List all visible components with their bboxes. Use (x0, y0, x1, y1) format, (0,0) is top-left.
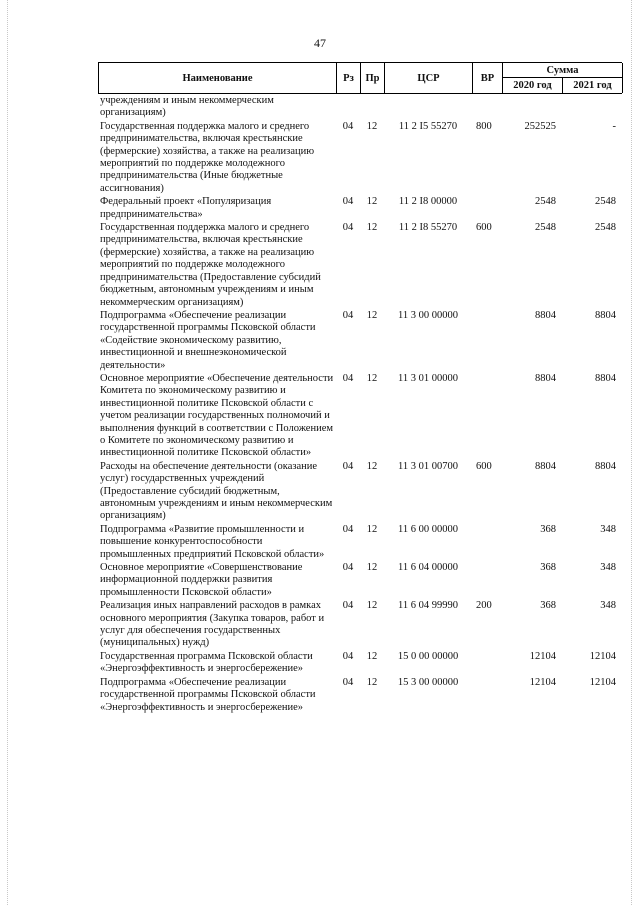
row-csr: 15 3 00 00000 (397, 676, 459, 688)
row-rz: 04 (342, 676, 354, 688)
row-sum-2020: 12104 (529, 650, 556, 662)
table-body (98, 94, 622, 714)
row-pr: 12 (366, 196, 378, 208)
row-vr: 800 (476, 120, 492, 132)
budget-table (98, 62, 622, 714)
row-vr: 600 (476, 460, 492, 472)
table-row (98, 309, 622, 372)
row-name: Подпрограмма «Обеспечение реализации государственной программы Псковской области «Содействие экономическому развитию, инвестиционной и внешнеэкономической деятельности» (100, 309, 316, 371)
row-sum-2020: 8804 (535, 460, 556, 472)
row-csr: 11 6 04 99990 (398, 600, 458, 612)
header-pr: Пр (361, 63, 385, 93)
row-sum-2021: 2548 (595, 222, 616, 234)
row-name: Основное мероприятие «Обеспечение деятельности Комитета по экономическому развитию и инвестиционной политике Псковской области с учетом реализации государственных полномочий и выполнения функций в соответствии с Положением о Комитете по экономическому развитию и инвестиционной политике Псковской области» (100, 372, 334, 459)
row-sum-2020: 8804 (535, 372, 556, 384)
row-name: Государственная поддержка малого и среднего предпринимательства, включая крестьянские (фермерские) хозяйства, а также на реализацию мероприятий по поддержке молодежного предпринимательства (Иные бюджетные ассигнования) (100, 120, 315, 194)
right-scan-edge (631, 0, 632, 905)
row-csr: 11 3 01 00700 (398, 460, 458, 472)
row-sum-2021: 8804 (595, 309, 616, 321)
row-sum-2020: 12104 (529, 676, 556, 688)
header-vr: ВР (473, 63, 503, 93)
row-sum-2020: 2548 (535, 196, 556, 208)
row-pr: 12 (366, 562, 378, 574)
row-sum-2021: 8804 (595, 460, 616, 472)
header-year-2020: 2020 год (503, 78, 563, 93)
row-sum-2021: 348 (600, 523, 616, 535)
header-year-2021: 2021 год (563, 78, 623, 93)
row-vr (472, 95, 502, 120)
row-vr (472, 651, 502, 676)
row-rz: 04 (342, 309, 354, 321)
row-vr: 200 (476, 600, 492, 612)
header-rz: Рз (337, 63, 361, 93)
table-row (98, 676, 622, 714)
row-sum-2020: 8804 (535, 309, 556, 321)
row-rz: 04 (342, 460, 354, 472)
row-vr (472, 373, 502, 460)
row-sum-2020: 252525 (524, 120, 556, 132)
row-name: Подпрограмма «Развитие промышленности и повышение конкурентоспособности промышленных предприятий Псковской области» (100, 523, 325, 560)
row-name: Федеральный проект «Популяризация предпринимательства» (100, 196, 272, 220)
table-row (98, 599, 622, 650)
row-csr: 11 3 00 00000 (398, 309, 458, 321)
left-scan-edge (7, 0, 8, 905)
row-name: Основное мероприятие «Совершенствование информационной поддержки развития промышленности Псковской области» (100, 562, 303, 598)
row-vr: 600 (476, 222, 492, 234)
table-row (98, 195, 622, 221)
row-vr (472, 310, 502, 372)
row-pr: 12 (366, 650, 378, 662)
row-vr (472, 196, 502, 221)
table-row (98, 561, 622, 599)
row-sum-2021: 8804 (595, 372, 616, 384)
row-sum-2021: 12104 (589, 650, 616, 662)
row-vr (472, 524, 502, 561)
row-pr: 12 (366, 120, 378, 132)
row-name: Расходы на обеспечение деятельности (оказание услуг) государственных учреждений (Предоставление субсидий бюджетным, автономным учреждениям и иным некоммерческим организациям) (100, 460, 333, 522)
row-sum-2021: 12104 (589, 676, 616, 688)
header-csr: ЦСР (385, 63, 473, 93)
row-csr: 11 6 00 00000 (398, 523, 458, 535)
row-pr: 12 (366, 676, 378, 688)
row-csr: 15 0 00 00000 (397, 650, 459, 662)
row-name: Реализация иных направлений расходов в рамках основного мероприятия (Закупка товаров, работ и услуг для обеспечения государственных (муниципальных) нужд) (100, 600, 325, 649)
row-name: Государственная программа Псковской области «Энергоэффективность и энергосбережение» (100, 650, 313, 675)
table-row (98, 372, 622, 460)
row-rz: 04 (342, 372, 354, 384)
row-sum-2021: 2548 (595, 196, 616, 208)
row-sum-2020: 368 (540, 562, 556, 574)
row-sum-2021: 348 (600, 600, 616, 612)
row-rz (336, 95, 360, 120)
row-rz: 04 (342, 650, 354, 662)
row-pr: 12 (366, 222, 378, 234)
table-row (98, 523, 622, 561)
table-row (98, 650, 622, 676)
row-pr (360, 95, 384, 120)
row-csr: 11 2 I8 55270 (398, 222, 458, 234)
row-rz: 04 (342, 562, 354, 574)
row-csr (384, 95, 472, 120)
row-sum-2021 (562, 95, 622, 120)
row-name: Государственная поддержка малого и среднего предпринимательства, включая крестьянские (фермерские) хозяйства, а также на реализацию мероприятий по поддержке молодежного предпринимательства (Предоставление субсидий бюджетным, автономным учреждениям и иным некоммерческим организациям) (100, 222, 321, 308)
table-row (98, 94, 622, 120)
row-sum-2021: - (612, 120, 616, 132)
row-csr: 11 6 04 00000 (398, 562, 458, 574)
row-vr (472, 562, 502, 599)
row-csr: 11 2 I5 55270 (398, 120, 458, 132)
row-pr: 12 (366, 460, 378, 472)
header-name: Наименование (99, 63, 337, 93)
row-csr: 11 3 01 00000 (398, 372, 458, 384)
row-sum-2021: 348 (600, 562, 616, 574)
row-name: учреждениям и иным некоммерческим организациям) (100, 95, 274, 119)
table-row (98, 460, 622, 523)
table-row (98, 221, 622, 309)
row-csr: 11 2 I8 00000 (398, 196, 458, 208)
row-pr: 12 (366, 309, 378, 321)
row-sum-2020: 368 (540, 600, 556, 612)
row-rz: 04 (342, 222, 354, 234)
row-sum-2020 (502, 95, 562, 120)
row-rz: 04 (342, 120, 354, 132)
row-rz: 04 (342, 523, 354, 535)
row-sum-2020: 2548 (535, 222, 556, 234)
page-number: 47 (314, 36, 326, 50)
table-row (98, 120, 622, 195)
row-pr: 12 (366, 600, 378, 612)
row-pr: 12 (366, 523, 378, 535)
row-pr: 12 (366, 372, 378, 384)
header-sum: Сумма (503, 63, 623, 78)
row-sum-2020: 368 (540, 523, 556, 535)
row-vr (472, 677, 502, 714)
row-rz: 04 (342, 600, 354, 612)
row-rz: 04 (342, 196, 354, 208)
row-name: Подпрограмма «Обеспечение реализации государственной программы Псковской области «Энергоэффективность и энергосбережение» (100, 676, 316, 713)
table-header (98, 62, 622, 94)
